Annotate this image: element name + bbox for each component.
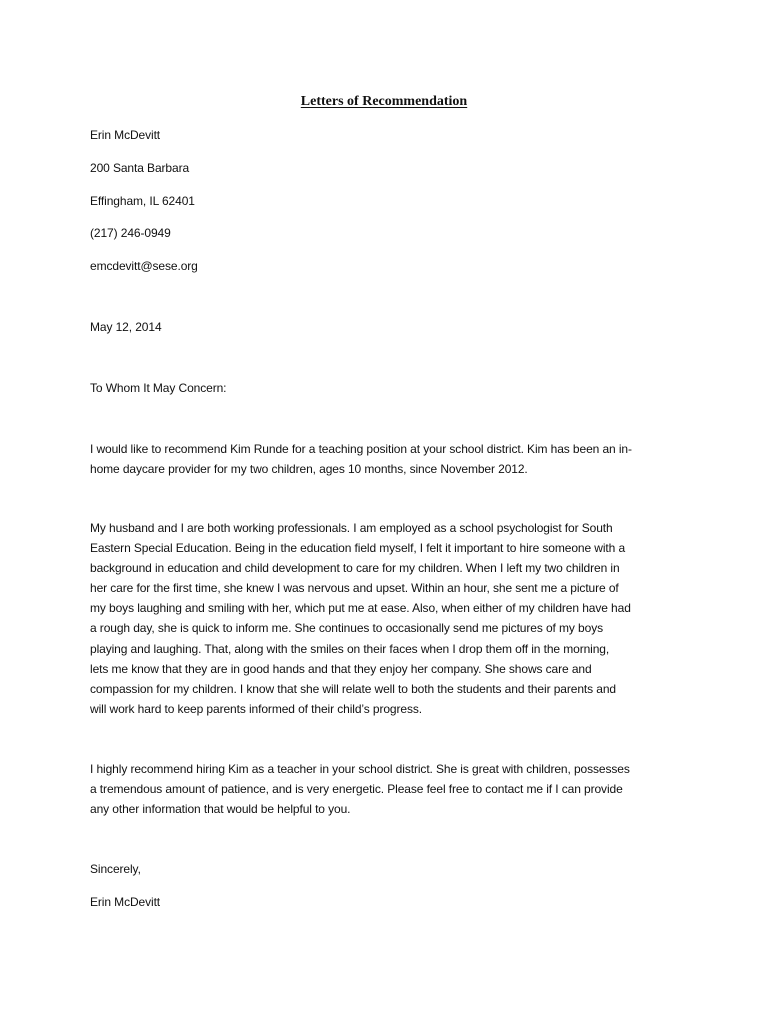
- paragraph-line: a rough day, she is quick to inform me. She continues to occasionally send me pictures of my boys: [90, 621, 604, 636]
- salutation: To Whom It May Concern:: [90, 381, 227, 395]
- paragraph-line: Eastern Special Education. Being in the education field myself, I felt it important to hire someone with a: [90, 541, 626, 556]
- paragraph-line: home daycare provider for my two children, ages 10 months, since November 2012.: [90, 462, 528, 477]
- paragraph-line: compassion for my children. I know that she will relate well to both the students and their parents and: [90, 681, 616, 696]
- paragraph-2: [90, 518, 690, 719]
- paragraph-line: My husband and I are both working professionals. I am employed as a school psychologist for South: [90, 521, 613, 535]
- letter-date: May 12, 2014: [90, 320, 162, 334]
- closing: Sincerely,: [90, 862, 141, 876]
- paragraph-1: [90, 439, 690, 479]
- sender-name: Erin McDevitt: [90, 128, 161, 142]
- signature-name: Erin McDevitt: [90, 895, 161, 909]
- paragraph-line: playing and laughing. That, along with the smiles on their faces when I drop them off in the morning,: [90, 641, 610, 656]
- sender-street: 200 Santa Barbara: [90, 161, 190, 175]
- sender-email: emcdevitt@sese.org: [90, 259, 198, 273]
- paragraph-line: lets me know that they are in good hands and that they enjoy her company. She shows care and: [90, 661, 592, 676]
- sender-city: Effingham, IL 62401: [90, 194, 195, 208]
- document-title: [0, 92, 768, 112]
- paragraph-line: a tremendous amount of patience, and is very energetic. Please feel free to contact me if I can provide: [90, 782, 623, 797]
- paragraph-line: background in education and child development to care for my children. When I left my two children in: [90, 561, 620, 576]
- paragraph-line: her care for the first time, she knew I was nervous and upset. Within an hour, she sent me a picture of: [90, 581, 619, 596]
- paragraph-3: [90, 759, 690, 819]
- paragraph-line: any other information that would be helpful to you.: [90, 802, 351, 817]
- document-title-text: Letters of Recommendation: [300, 94, 468, 109]
- paragraph-line: my boys laughing and smiling with her, which put me at ease. Also, when either of my children have had: [90, 601, 631, 616]
- paragraph-line: I would like to recommend Kim Runde for a teaching position at your school district. Kim has been an in-: [90, 442, 632, 456]
- paragraph-line: will work hard to keep parents informed of their child’s progress.: [90, 701, 423, 716]
- paragraph-line: I highly recommend hiring Kim as a teacher in your school district. She is great with children, possesses: [90, 762, 630, 776]
- sender-phone: (217) 246-0949: [90, 226, 171, 240]
